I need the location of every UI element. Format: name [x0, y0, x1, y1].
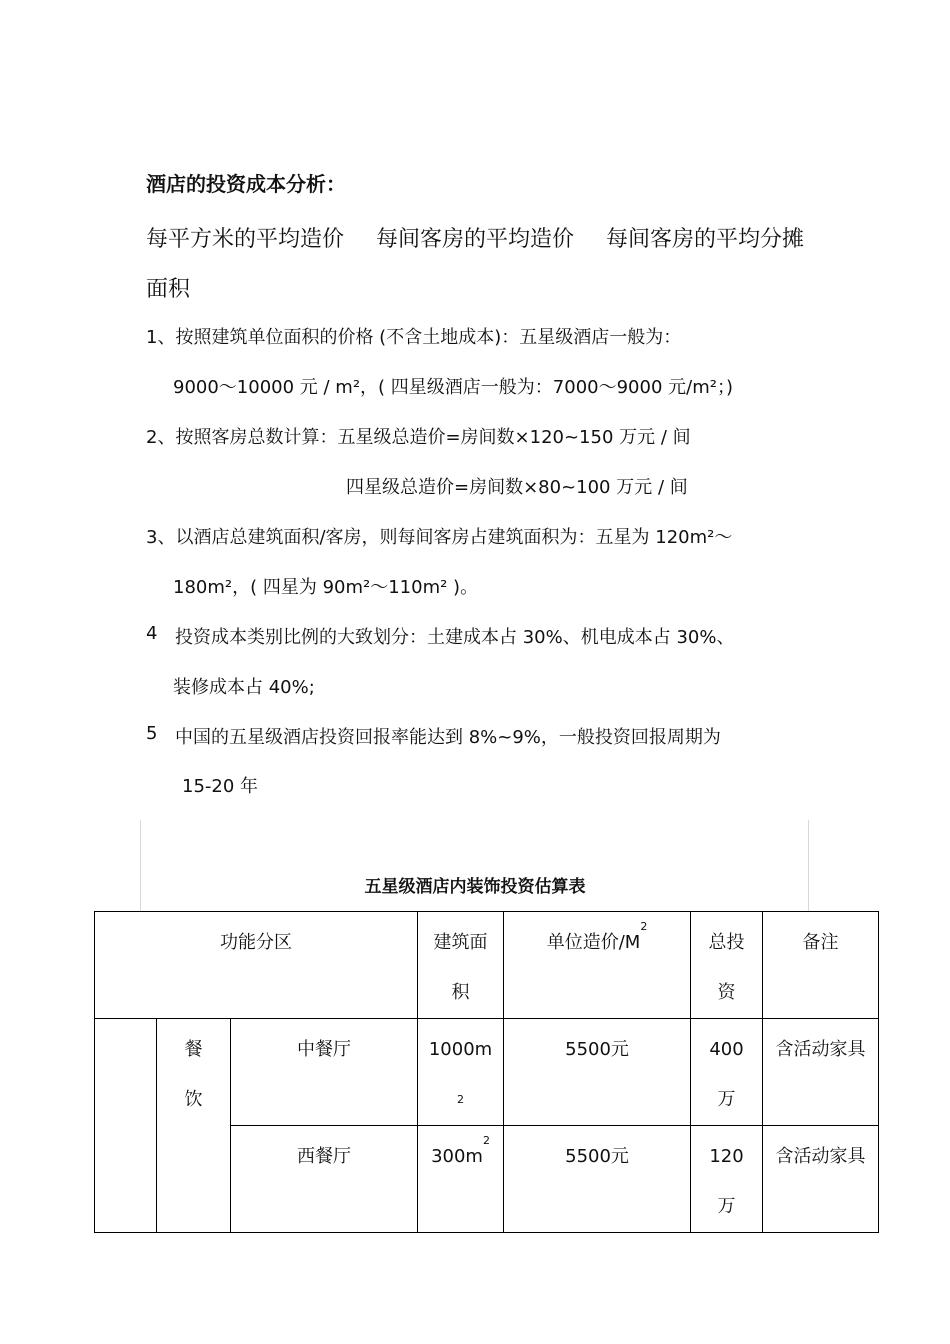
- row-name: 中餐厅: [231, 1019, 418, 1126]
- subtitle-item-area-per-room: 每间客房的平均分摊: [606, 227, 805, 252]
- subtitle-item-price-per-sqm: 每平方米的平均造价: [146, 227, 345, 252]
- row-note: 含活动家具: [763, 1019, 879, 1126]
- table-header-row: [95, 912, 879, 1019]
- subtitle-item-price-per-room: 每间客房的平均造价: [376, 227, 575, 252]
- row-area: 1000m 2: [418, 1019, 504, 1126]
- table-title: 五星级酒店内装饰投资估算表: [364, 877, 586, 897]
- point-5-line-1: 中国的五星级酒店投资回报率能达到 8%~9%，一般投资回报周期为: [175, 727, 721, 748]
- header-total: 总投 资: [691, 912, 763, 1019]
- frame-divider-right: [808, 820, 809, 911]
- point-1-line-2: 9000～10000 元 / m²，( 四星级酒店一般为：7000～9000 元/m²；): [173, 377, 733, 398]
- header-unit-price: 单位造价$/M^2$: [504, 912, 691, 1019]
- row-area: $300m^2$: [418, 1126, 504, 1233]
- page-heading: 酒店的投资成本分析：: [146, 172, 346, 196]
- point-3-line-1: 3、以酒店总建筑面积/客房，则每间客房占建筑面积为：五星为 120m²～: [146, 527, 733, 548]
- point-1-line-1: 1、按照建筑单位面积的价格 (不含土地成本)：五星级酒店一般为：: [146, 327, 682, 348]
- header-note: 备注: [763, 912, 879, 1019]
- row-name: 西餐厅: [231, 1126, 418, 1233]
- subtitle-line: [146, 222, 804, 253]
- row-note: 含活动家具: [763, 1126, 879, 1233]
- frame-divider-left: [140, 820, 141, 911]
- row-unit-price: 5500元: [504, 1019, 691, 1126]
- point-3-line-2: 180m²，( 四星为 90m²～110m² )。: [173, 577, 479, 598]
- point-5-number: 5: [146, 723, 158, 744]
- point-4-line-2: 装修成本占 40%;: [173, 677, 315, 698]
- header-area: 建筑面 积: [418, 912, 504, 1019]
- group-blank-cell: [95, 1019, 157, 1233]
- row-unit-price: 5500元: [504, 1126, 691, 1233]
- point-2-line-1: 2、按照客房总数计算：五星级总造价=房间数×120~150 万元 / 间: [146, 427, 691, 448]
- point-5-line-2: 15-20 年: [182, 776, 259, 797]
- investment-estimate-table: [94, 911, 879, 1233]
- row-total: 120 万: [691, 1126, 763, 1233]
- subtitle-continuation: 面积: [146, 277, 191, 302]
- table-row: [95, 1019, 879, 1126]
- point-2-line-2: 四星级总造价=房间数×80~100 万元 / 间: [346, 477, 688, 498]
- header-zone: 功能分区: [95, 912, 418, 1019]
- row-total: 400 万: [691, 1019, 763, 1126]
- point-4-number: 4: [146, 623, 158, 644]
- point-4-line-1: 投资成本类别比例的大致划分：土建成本占 30%、机电成本占 30%、: [175, 627, 735, 648]
- group-dining-cell: 餐 饮: [157, 1019, 231, 1233]
